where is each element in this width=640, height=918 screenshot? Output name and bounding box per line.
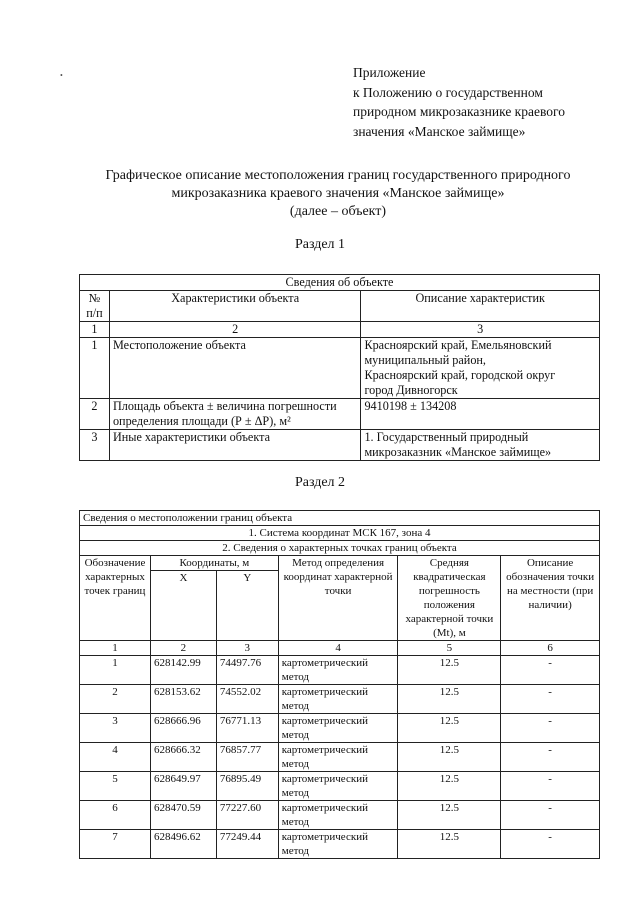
- method-header: Метод определения координат характерной точки: [278, 556, 398, 641]
- method-cell: картометрический метод: [278, 772, 398, 801]
- precision-cell: 12.5: [398, 801, 501, 830]
- table-row: [80, 685, 600, 714]
- table-row: [80, 772, 600, 801]
- table-row: [80, 830, 600, 859]
- table-row: [80, 801, 600, 830]
- point-number: 7: [80, 830, 151, 859]
- y-coordinate: 74497.76: [216, 656, 278, 685]
- description-header: Описание обозначения точки на местности (при наличии): [501, 556, 600, 641]
- point-number: 6: [80, 801, 151, 830]
- index-cell: 6: [501, 641, 600, 656]
- row-characteristic: Местоположение объекта: [109, 338, 360, 399]
- col-desc-header: Описание характеристик: [361, 291, 600, 322]
- boundary-points-table: [79, 510, 600, 859]
- method-cell: картометрический метод: [278, 801, 398, 830]
- index-cell: 2: [150, 641, 216, 656]
- row-number: 1: [80, 338, 110, 399]
- point-number: 4: [80, 743, 151, 772]
- description-cell: -: [501, 685, 600, 714]
- x-coordinate: 628153.62: [150, 685, 216, 714]
- x-coordinate: 628142.99: [150, 656, 216, 685]
- title-line: микрозаказника краевого значения «Манское займище»: [171, 186, 505, 201]
- table-row: [80, 743, 600, 772]
- annex-block: [353, 63, 633, 141]
- annex-line: Приложение: [353, 65, 426, 80]
- precision-header: Средняя квадратическая погрешность положения характерной точки (Мt), м: [398, 556, 501, 641]
- description-cell: -: [501, 801, 600, 830]
- description-cell: -: [501, 772, 600, 801]
- section2-heading: Раздел 2: [294, 475, 346, 490]
- x-header: X: [150, 571, 216, 641]
- row-characteristic: Иные характеристики объекта: [109, 430, 360, 461]
- y-coordinate: 76771.13: [216, 714, 278, 743]
- index-cell: 1: [80, 322, 110, 338]
- point-number: 2: [80, 685, 151, 714]
- y-coordinate: 76895.49: [216, 772, 278, 801]
- annex-line: к Положению о государственном: [353, 84, 543, 100]
- desc-line: микрозаказник «Манское займище»: [364, 445, 552, 459]
- point-number: 5: [80, 772, 151, 801]
- precision-cell: 12.5: [398, 772, 501, 801]
- table-row: [80, 714, 600, 743]
- object-info-table: [79, 274, 600, 461]
- title-line: Графическое описание местоположения границ государственного природного: [105, 168, 571, 183]
- section1-heading: Раздел 1: [294, 237, 346, 252]
- y-coordinate: 77249.44: [216, 830, 278, 859]
- row-description: [361, 430, 600, 461]
- table-caption: Сведения о местоположении границ объекта: [80, 511, 600, 526]
- table-row: [80, 430, 600, 461]
- row-number: 2: [80, 399, 110, 430]
- col-char-header: Характеристики объекта: [109, 291, 360, 322]
- precision-cell: 12.5: [398, 685, 501, 714]
- x-coordinate: 628666.32: [150, 743, 216, 772]
- precision-cell: 12.5: [398, 714, 501, 743]
- precision-cell: 12.5: [398, 830, 501, 859]
- index-cell: 3: [361, 322, 600, 338]
- point-number: 1: [80, 656, 151, 685]
- index-cell: 5: [398, 641, 501, 656]
- title-line: (далее – объект): [289, 204, 387, 219]
- row-description: [361, 338, 600, 399]
- index-cell: 1: [80, 641, 151, 656]
- index-cell: 4: [278, 641, 398, 656]
- desc-line: 9410198 ± 134208: [364, 399, 457, 413]
- y-coordinate: 74552.02: [216, 685, 278, 714]
- table-row: [80, 399, 600, 430]
- x-coordinate: 628496.62: [150, 830, 216, 859]
- table-row: [80, 338, 600, 399]
- x-coordinate: 628470.59: [150, 801, 216, 830]
- method-cell: картометрический метод: [278, 714, 398, 743]
- desc-line: Красноярский край, Емельяновский: [364, 338, 552, 352]
- annex-line: природном микрозаказнике краевого: [353, 104, 565, 119]
- description-cell: -: [501, 743, 600, 772]
- method-cell: картометрический метод: [278, 830, 398, 859]
- row-description: [361, 399, 600, 430]
- annex-line: значения «Манское займище»: [353, 123, 526, 139]
- table-row: [80, 656, 600, 685]
- method-cell: картометрический метод: [278, 656, 398, 685]
- row-characteristic: Площадь объекта ± величина погрешности определения площади (Р ± ΔР), м²: [109, 399, 360, 430]
- precision-cell: 12.5: [398, 656, 501, 685]
- row-number: 3: [80, 430, 110, 461]
- desc-line: Красноярский край, городской округ: [364, 368, 556, 382]
- y-coordinate: 76857.77: [216, 743, 278, 772]
- description-cell: -: [501, 714, 600, 743]
- points-caption: 2. Сведения о характерных точках границ объекта: [80, 541, 600, 556]
- table-caption: Сведения об объекте: [80, 275, 600, 291]
- coordinate-system-caption: 1. Система координат МСК 167, зона 4: [80, 526, 600, 541]
- coords-header: Координаты, м: [150, 556, 278, 571]
- desc-line: муниципальный район,: [364, 353, 486, 367]
- desc-line: 1. Государственный природный: [364, 430, 529, 444]
- point-header: Обозначение характерных точек границ: [80, 556, 151, 641]
- index-cell: 3: [216, 641, 278, 656]
- method-cell: картометрический метод: [278, 685, 398, 714]
- desc-line: город Дивногорск: [364, 383, 458, 397]
- index-cell: 2: [109, 322, 360, 338]
- precision-cell: 12.5: [398, 743, 501, 772]
- col-num-header: № п/п: [80, 291, 110, 322]
- y-header: Y: [216, 571, 278, 641]
- x-coordinate: 628649.97: [150, 772, 216, 801]
- scan-speck: •: [60, 71, 63, 80]
- document-title: [40, 167, 636, 221]
- description-cell: -: [501, 656, 600, 685]
- description-cell: -: [501, 830, 600, 859]
- point-number: 3: [80, 714, 151, 743]
- x-coordinate: 628666.96: [150, 714, 216, 743]
- y-coordinate: 77227.60: [216, 801, 278, 830]
- method-cell: картометрический метод: [278, 743, 398, 772]
